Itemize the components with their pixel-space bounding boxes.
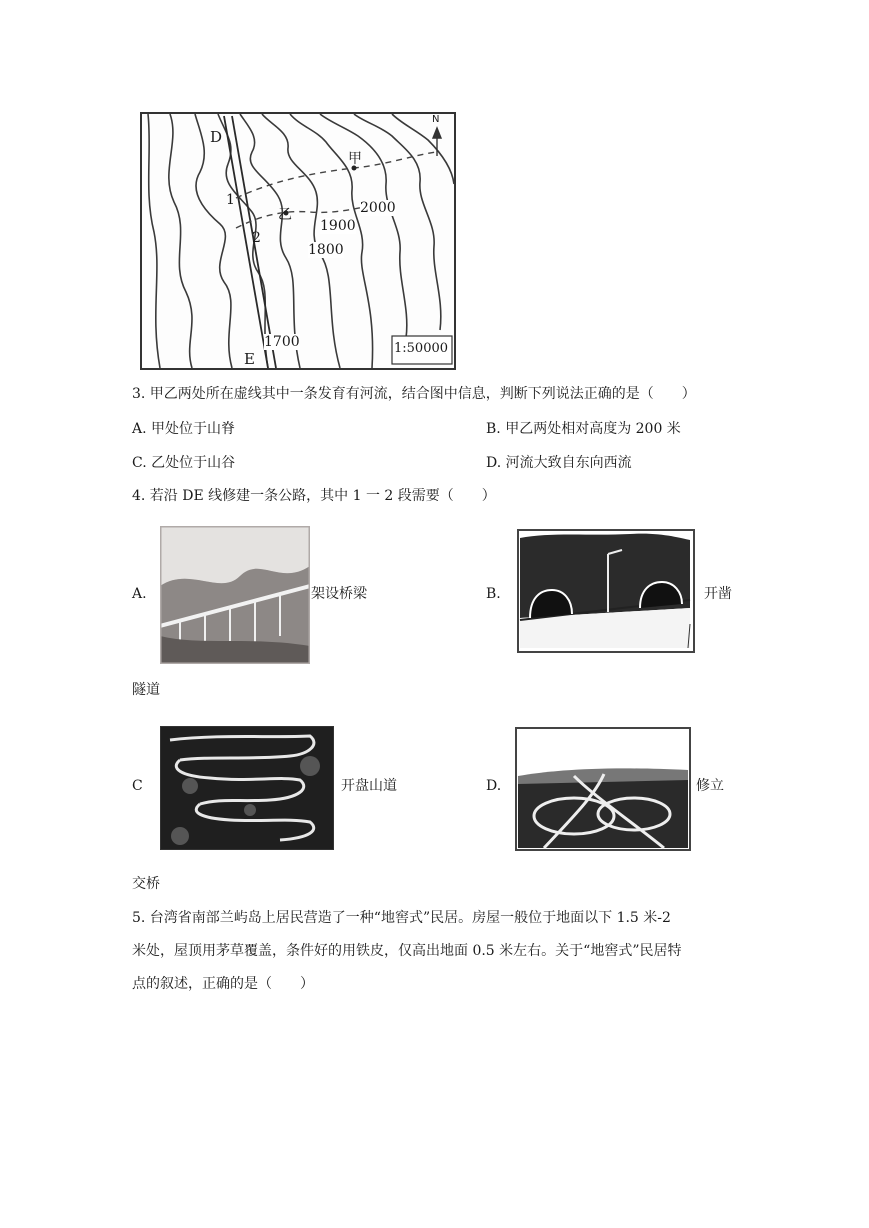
bridge-photo (160, 526, 310, 664)
q4-option-d-label-1: 修立 (696, 778, 724, 794)
q4-option-c-letter: C (132, 778, 143, 794)
q4-option-b-letter: B. (486, 586, 501, 602)
point-e-label: E (244, 350, 255, 368)
tunnel-photo (510, 528, 698, 656)
contour-label-2000: 2000 (360, 200, 396, 216)
contour-label-1800: 1800 (308, 242, 344, 258)
q5-line-2: 米处，屋顶用茅草覆盖，条件好的用铁皮，仅高出地面 0.5 米左右。关于“地窖式”民居特 (132, 943, 682, 959)
interchange-photo (514, 726, 692, 852)
q5-line-3: 点的叙述，正确的是（ ） (132, 976, 314, 992)
q3-option-d: D. 河流大致自东向西流 (486, 455, 632, 471)
north-label: N (432, 114, 440, 125)
q4-option-b-label-2: 隧道 (132, 682, 160, 698)
contour-map-drawing (140, 112, 456, 370)
map-scale: 1:50000 (394, 341, 449, 356)
point-d-label: D (210, 128, 223, 146)
q3-option-a: A. 甲处位于山脊 (132, 421, 236, 437)
q3-option-b: B. 甲乙两处相对高度为 200 米 (486, 421, 681, 437)
point-2-label: 2 (252, 230, 261, 246)
contour-label-1700: 1700 (264, 334, 300, 350)
q4-option-a-label: 架设桥梁 (311, 586, 367, 602)
q4-option-c-label: 开盘山道 (341, 778, 397, 794)
point-yi-label: 乙 (278, 207, 292, 223)
q4-option-b-label-1: 开凿 (704, 586, 732, 602)
q3-stem: 3. 甲乙两处所在虚线其中一条发育有河流，结合图中信息，判断下列说法正确的是（ ） (132, 386, 696, 402)
point-1-label: 1 (226, 192, 235, 208)
hairpin-road-photo (160, 726, 334, 850)
contour-label-1900: 1900 (320, 218, 356, 234)
point-jia-label: 甲 (348, 151, 362, 167)
q3-option-c: C. 乙处位于山谷 (132, 455, 236, 471)
q4-stem: 4. 若沿 DE 线修建一条公路，其中 1 一 2 段需要（ ） (132, 488, 496, 504)
contour-map (140, 112, 456, 370)
q5-line-1: 5. 台湾省南部兰屿岛上居民营造了一种“地窖式”民居。房屋一般位于地面以下 1.5 米-2 (132, 910, 671, 926)
q4-option-a-letter: A. (132, 586, 147, 602)
q4-option-d-label-2: 交桥 (132, 876, 160, 892)
q4-option-d-letter: D. (486, 778, 502, 794)
